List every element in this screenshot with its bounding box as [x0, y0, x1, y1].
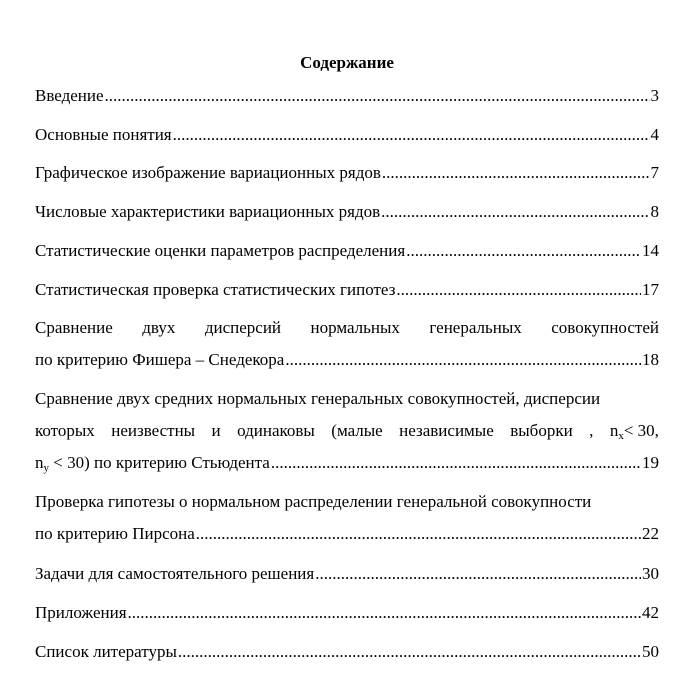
toc-word: независимые — [399, 421, 494, 440]
toc-entry-text: Сравнение двух средних нормальных генеральных совокупностей, дисперсии — [35, 389, 601, 408]
toc-entry — [35, 641, 659, 663]
toc-word: нормальных — [310, 318, 400, 337]
toc-page-number: 30 — [642, 564, 659, 583]
toc-entry-text: Основные понятия — [35, 125, 172, 144]
toc-entry-line — [35, 491, 659, 513]
toc-word: (малые — [331, 421, 383, 440]
toc-entry — [35, 279, 659, 301]
toc-entry-line — [35, 388, 659, 410]
toc-word: двух — [142, 318, 176, 337]
toc-entry — [35, 491, 659, 545]
toc-entry — [35, 162, 659, 184]
toc-entry-text: Проверка гипотезы о нормальном распределении генеральной совокупности — [35, 492, 592, 511]
toc-entry — [35, 602, 659, 624]
toc-entry-text: Числовые характеристики вариационных рядов — [35, 202, 381, 221]
toc-entry-text: Введение — [35, 86, 104, 105]
toc-word: совокупностей — [551, 318, 659, 337]
toc-entry — [35, 85, 659, 107]
toc-word: , — [589, 421, 594, 440]
toc-entry — [35, 240, 659, 262]
toc-entry-text: Приложения — [35, 603, 127, 622]
toc-entry-line — [35, 317, 659, 339]
toc-word-math: $n_x< 30$, — [609, 421, 659, 442]
toc-word: генеральных — [429, 318, 522, 337]
dot-leader — [315, 563, 641, 585]
dot-leader — [396, 279, 641, 301]
dot-leader — [271, 452, 641, 474]
toc-word: неизвестны — [111, 421, 196, 440]
toc-word: дисперсий — [204, 318, 282, 337]
toc-entry-text: Задачи для самостоятельного решения — [35, 564, 315, 583]
toc-entry — [35, 201, 659, 223]
toc-entry-text: по критерию Пирсона — [35, 524, 195, 543]
toc-entry — [35, 317, 659, 371]
dot-leader — [105, 85, 650, 107]
toc-entry — [35, 124, 659, 146]
toc-page-number: 19 — [642, 453, 659, 472]
toc-word: которых — [35, 421, 95, 440]
toc-entry — [35, 388, 659, 474]
toc-word: и — [211, 421, 221, 440]
toc-word: выборки — [510, 421, 573, 440]
dot-leader — [406, 240, 641, 262]
toc-page-number: 18 — [642, 350, 659, 369]
toc-word: Сравнение — [35, 318, 113, 337]
dot-leader — [196, 523, 641, 545]
toc-page-number: 42 — [642, 603, 659, 622]
page-title: Содержание — [300, 53, 394, 72]
toc-entry-text: Статистические оценки параметров распределения — [35, 241, 406, 260]
toc-entry-text: по критерию Фишера – Снедекора — [35, 350, 285, 369]
toc-entry-text: Графическое изображение вариационных рядов — [35, 163, 381, 182]
toc-word: одинаковы — [237, 421, 315, 440]
toc-page-number: 14 — [642, 241, 659, 260]
toc-page-number: 7 — [650, 163, 659, 182]
toc-page-number: 17 — [642, 280, 659, 299]
toc-page-number: 22 — [642, 524, 659, 543]
dot-leader — [128, 602, 641, 624]
dot-leader — [178, 641, 641, 663]
dot-leader — [382, 162, 650, 184]
toc-page-number: 3 — [650, 86, 659, 105]
dot-leader — [285, 349, 641, 371]
toc-entry-text: $n_y < 30$) по критерию Стьюдента — [35, 453, 270, 474]
toc-page-number: 4 — [650, 125, 659, 144]
dot-leader — [173, 124, 650, 146]
toc-entry — [35, 563, 659, 585]
toc-entry-text: Список литературы — [35, 642, 177, 661]
toc-entry-text: Статистическая проверка статистических гипотез — [35, 280, 396, 299]
toc-entry-line — [35, 420, 659, 442]
toc-page-number: 8 — [650, 202, 659, 221]
dot-leader — [381, 201, 649, 223]
toc-page-number: 50 — [642, 642, 659, 661]
